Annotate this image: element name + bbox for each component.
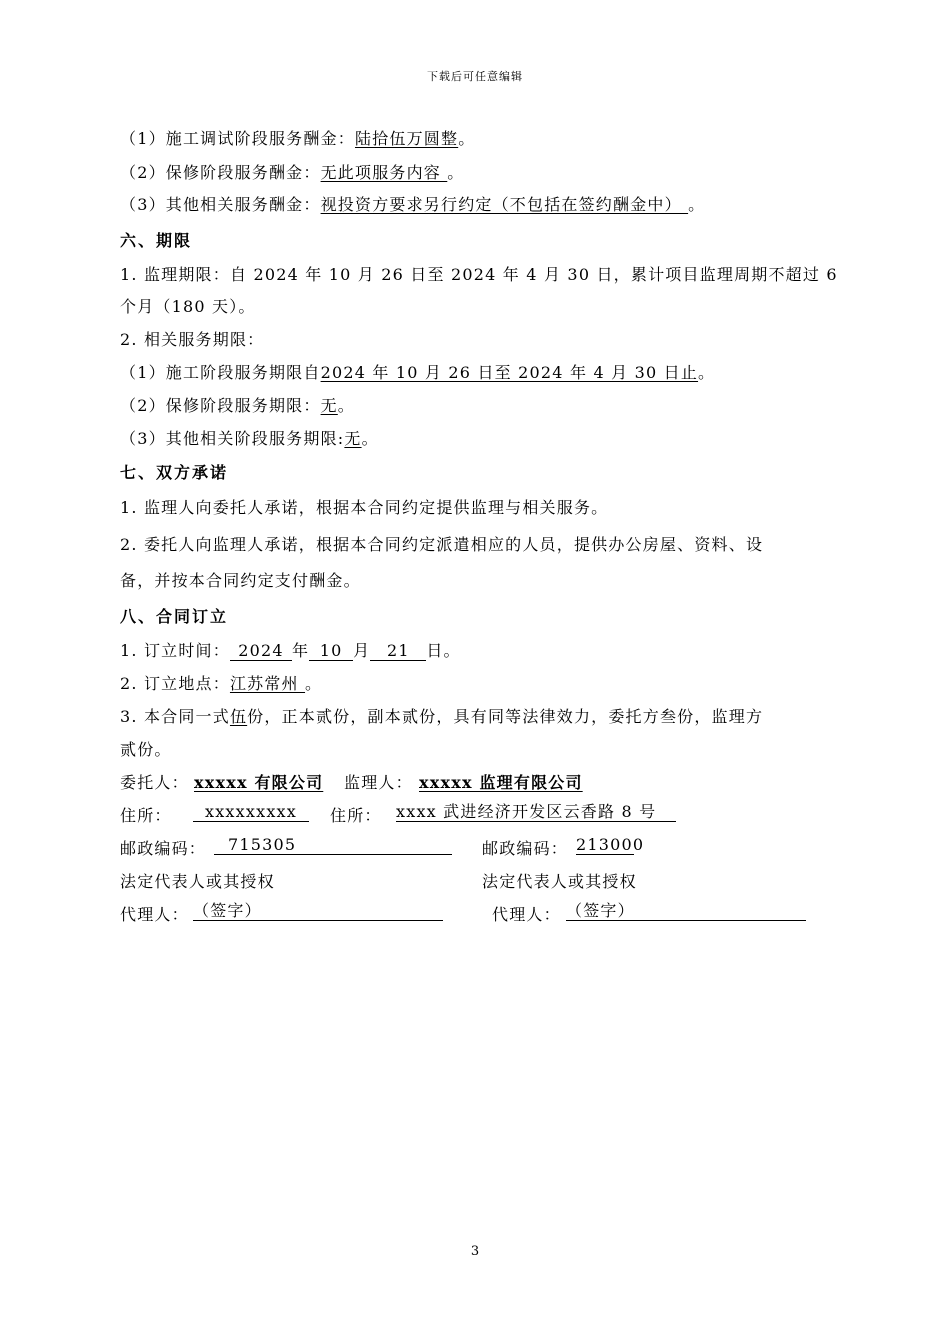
client-address: xxxxxxxxx <box>193 803 309 822</box>
fee-line-3-suffix: 。 <box>688 195 706 214</box>
signing-place-label: 2. 订立地点： <box>120 674 230 693</box>
fee-line-2 <box>120 160 464 183</box>
supervisor-name: xxxxx 监理有限公司 <box>419 773 583 792</box>
client-zip-label: 邮政编码： <box>120 839 207 858</box>
fee-line-3 <box>120 192 705 215</box>
fee-line-1-label: （1）施工调试阶段服务酬金： <box>120 129 355 148</box>
signing-month: 10 <box>309 642 353 661</box>
signing-copies-cont: 贰份。 <box>120 740 172 759</box>
period-para-2: 2. 相关服务期限： <box>120 330 265 349</box>
fee-line-2-value: 无此项服务内容 <box>320 163 448 182</box>
client-zip-value: 715305 <box>228 835 297 854</box>
client-agent-label: 代理人： <box>120 905 189 924</box>
fee-line-3-value: 视投资方要求另行约定（不包括在签约酬金中） <box>320 195 689 214</box>
supervisor-zip-label: 邮政编码： <box>482 839 569 858</box>
signing-year-unit: 年 <box>291 641 310 660</box>
client-label: 委托人： <box>120 773 189 792</box>
signing-day-unit: 日。 <box>426 641 461 660</box>
period-sub-1-label: （1）施工阶段服务期限自 <box>120 363 321 382</box>
signing-copies <box>120 704 763 727</box>
supervisor-zip: 213000 <box>576 835 645 854</box>
signing-month-unit: 月 <box>353 641 371 660</box>
period-sub-1-suffix: 。 <box>698 363 716 382</box>
promise-para-2-cont: 备，并按本合同约定支付酬金。 <box>120 571 361 590</box>
period-sub-3 <box>120 426 379 449</box>
signing-year: 2024 <box>230 642 292 661</box>
fee-line-1-suffix: 。 <box>458 129 476 148</box>
promise-para-2: 2. 委托人向监理人承诺，根据本合同约定派遣相应的人员，提供办公房屋、资料、设 <box>120 535 764 554</box>
fee-line-2-suffix: 。 <box>447 163 465 182</box>
section-promise-heading: 七、双方承诺 <box>120 463 229 482</box>
period-sub-2-label: （2）保修阶段服务期限： <box>120 396 321 415</box>
signing-place-suffix: 。 <box>305 674 323 693</box>
page-number: 3 <box>470 1244 480 1259</box>
client-name: xxxxx 有限公司 <box>194 773 324 792</box>
signing-place <box>120 671 322 694</box>
period-sub-1 <box>120 360 715 383</box>
fee-line-1 <box>120 126 475 149</box>
period-sub-2-suffix: 。 <box>337 396 355 415</box>
period-sub-2-value: 无 <box>320 396 338 415</box>
signing-day: 21 <box>370 642 426 661</box>
period-sub-1-value: 2024 年 10 月 26 日至 2024 年 4 月 30 日止 <box>320 363 699 382</box>
supervisor-representative-label: 法定代表人或其授权 <box>482 872 637 891</box>
signing-copies-count: 伍 <box>229 707 248 726</box>
signing-copies-text: 份，正本贰份，副本贰份，具有同等法律效力，委托方叁份，监理方 <box>247 707 764 726</box>
supervisor-signature-field[interactable]: （签字） <box>566 902 806 921</box>
signing-time <box>120 638 461 661</box>
fee-line-1-value: 陆拾伍万圆整 <box>354 129 459 148</box>
supervisor-label: 监理人： <box>344 773 413 792</box>
period-sub-3-suffix: 。 <box>361 429 379 448</box>
fee-line-3-label: （3）其他相关服务酬金： <box>120 195 321 214</box>
period-sub-2 <box>120 393 355 416</box>
section-period-heading: 六、期限 <box>120 231 193 250</box>
signing-place-value: 江苏常州 <box>229 674 306 693</box>
fee-line-2-label: （2）保修阶段服务酬金： <box>120 163 321 182</box>
page-header: 下载后可任意编辑 <box>427 70 523 83</box>
period-sub-3-label: （3）其他相关阶段服务期限: <box>120 429 345 448</box>
section-signing-heading: 八、合同订立 <box>120 607 229 626</box>
client-zip <box>214 836 452 855</box>
supervisor-agent-label: 代理人： <box>492 905 561 924</box>
period-sub-3-value: 无 <box>344 429 362 448</box>
client-address-label: 住所： <box>120 806 172 825</box>
supervisor-address: xxxx 武进经济开发区云香路 8 号 <box>396 803 676 822</box>
period-para-1-cont: 个月（180 天）。 <box>120 297 256 316</box>
client-representative-label: 法定代表人或其授权 <box>120 872 275 891</box>
signing-time-label: 1. 订立时间： <box>120 641 230 660</box>
period-para-1: 1. 监理期限：自 2024 年 10 月 26 日至 2024 年 4 月 30 日，累计项目监理周期不超过 6 <box>120 265 838 284</box>
client-signature-field[interactable]: （签字） <box>193 902 443 921</box>
signing-copies-label: 3. 本合同一式 <box>120 707 230 726</box>
supervisor-address-label: 住所： <box>330 806 382 825</box>
promise-para-1: 1. 监理人向委托人承诺，根据本合同约定提供监理与相关服务。 <box>120 498 609 517</box>
